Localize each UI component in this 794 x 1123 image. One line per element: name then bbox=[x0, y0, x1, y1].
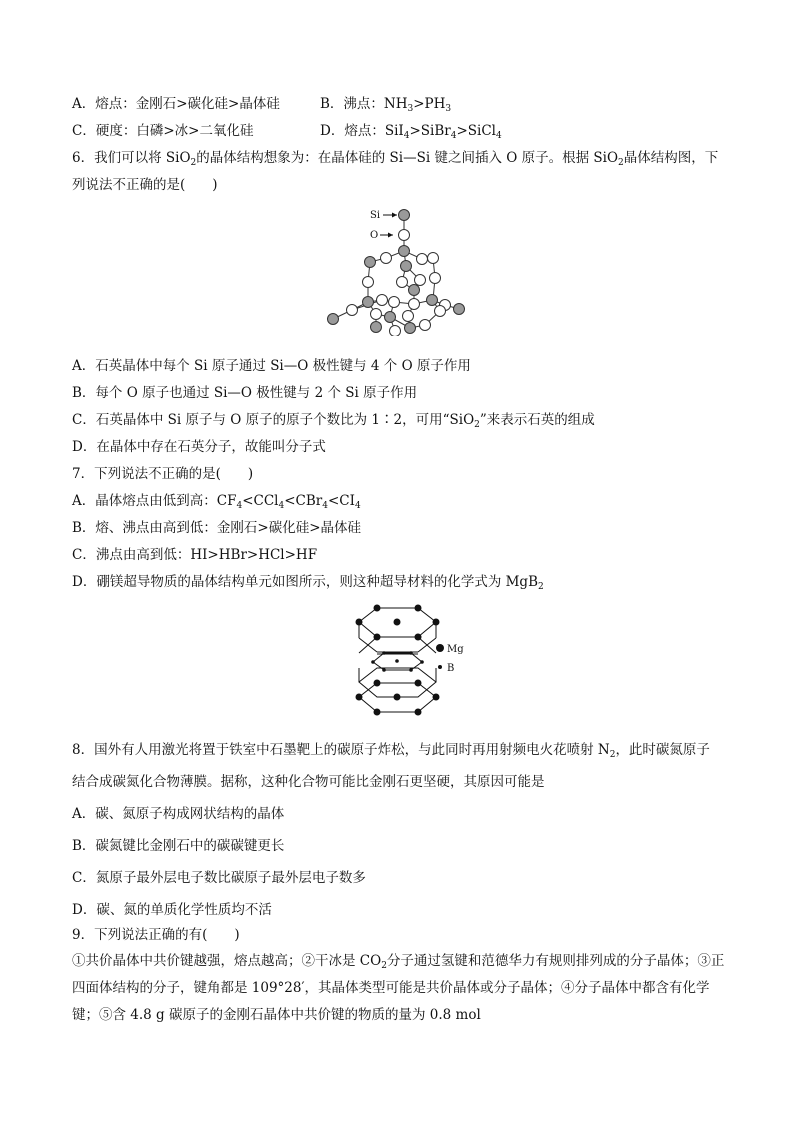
si-label: Si bbox=[370, 210, 381, 221]
q5-option-d: D．熔点：SiI$_4$>SiBr$_4$>SiCl$_4$ bbox=[320, 123, 502, 141]
q6-stem-line2: 列说法不正确的是( ) bbox=[72, 177, 218, 193]
q6-option-d: D．在晶体中存在石英分子，故能叫分子式 bbox=[72, 439, 326, 455]
q6-option-c: C．石英晶体中 Si 原子与 O 原子的原子个数比为 1∶2，可用“SiO$_2$”来表示石英的组成 bbox=[72, 412, 595, 430]
q6-option-a: A．石英晶体中每个 Si 原子通过 Si—O 极性键与 4 个 O 原子作用 bbox=[72, 358, 471, 374]
q6-option-b: B．每个 O 原子也通过 Si—O 极性键与 2 个 Si 原子作用 bbox=[72, 385, 418, 401]
q8-option-c: C．氮原子最外层电子数比碳原子最外层电子数多 bbox=[72, 870, 366, 886]
q7-option-c: C．沸点由高到低：HI>HBr>HCl>HF bbox=[72, 547, 318, 563]
o-label: O bbox=[370, 230, 379, 241]
q5-option-b: B．沸点：$NH_3>PH_3$ bbox=[320, 96, 452, 114]
mg-legend-marker bbox=[436, 644, 444, 652]
q8-option-b: B．碳氮键比金刚石中的碳碳键更长 bbox=[72, 838, 285, 854]
b-legend-marker bbox=[438, 665, 442, 669]
q8-option-d: D．碳、氮的单质化学性质均不活 bbox=[72, 902, 272, 918]
mgb2-structure-figure bbox=[330, 600, 470, 722]
q6-stem-line1: 6．我们可以将 SiO$_2$的晶体结构想象为：在晶体硅的 Si—Si 键之间插入 O 原子。根据 SiO$_2$晶体结构图，下 bbox=[72, 150, 719, 168]
q7-option-d: D．硼镁超导物质的晶体结构单元如图所示，则这种超导材料的化学式为 MgB$_2$ bbox=[72, 574, 544, 592]
q7-stem: 7．下列说法不正确的是( ) bbox=[72, 466, 254, 482]
q9-statements: ①共价晶体中共价键越强，熔点越高；②干冰是 $CO_2$分子通过氢键和范德华力有规则排列成的分子晶体；③正四面体结构的分子，键角都是 109°28′，其晶体类型可能是共价晶体或分子晶体；④分子晶体中都含有化学键；⑤含 4.8 g 碳原子的金刚石晶体中共价键的物质的量为 0.8 mol bbox=[72, 953, 725, 1023]
q7-option-b: B．熔、沸点由高到低：金刚石>碳化硅>晶体硅 bbox=[72, 520, 362, 536]
q5-option-a: A．熔点：金刚石>碳化硅>晶体硅 bbox=[72, 96, 280, 112]
q5-option-c: C．硬度：白磷>冰>二氧化硅 bbox=[72, 123, 254, 139]
q9-stem: 9．下列说法正确的有( ) bbox=[72, 927, 240, 943]
b-legend-label: B bbox=[447, 663, 455, 674]
q7-option-a: A．晶体熔点由低到高：$CF_4<CCl_4<CBr_4<CI_4$ bbox=[72, 493, 361, 511]
q8-stem-line1: 8．国外有人用激光将置于铁室中石墨靶上的碳原子炸松，与此同时再用射频电火花喷射 $N_2$，此时碳氮原子 bbox=[72, 742, 710, 760]
sio2-structure-figure bbox=[320, 204, 480, 336]
mg-legend-label: Mg bbox=[447, 644, 464, 655]
q8-option-a: A．碳、氮原子构成网状结构的晶体 bbox=[72, 806, 285, 822]
q8-stem-line2: 结合成碳氮化合物薄膜。据称，这种化合物可能比金刚石更坚硬，其原因可能是 bbox=[72, 774, 545, 790]
